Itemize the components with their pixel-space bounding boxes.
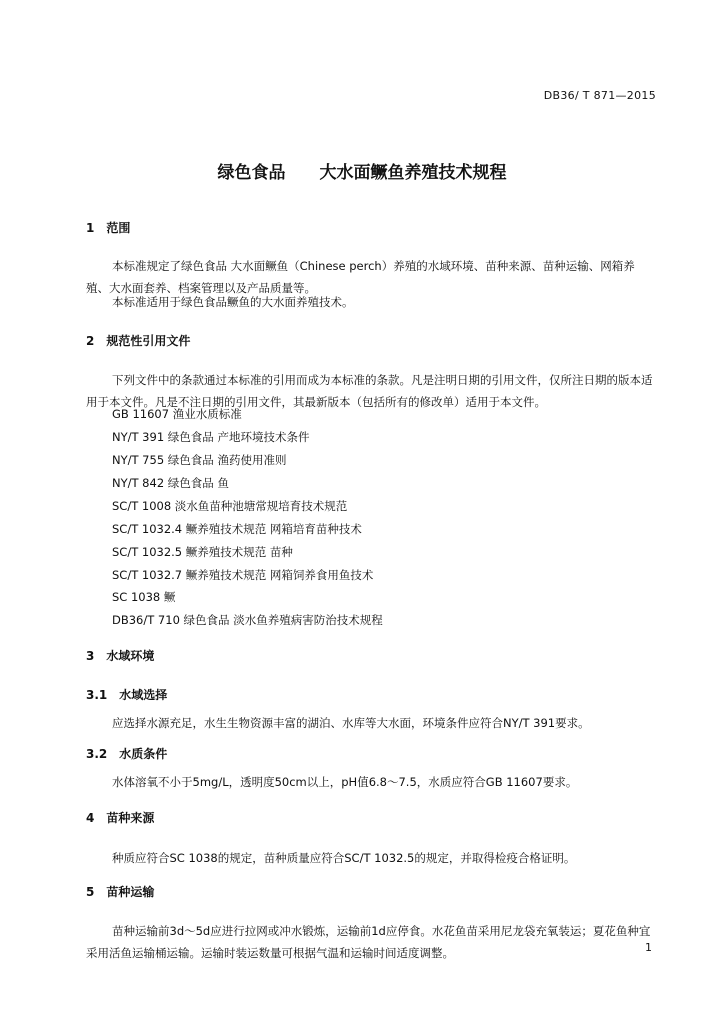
reference-item: DB36/T 710 绿色食品 淡水鱼养殖病害防治技术规程	[112, 613, 383, 627]
reference-item: NY/T 391 绿色食品 产地环境技术条件	[112, 430, 310, 444]
reference-item: SC/T 1032.4 鳜养殖技术规范 网箱培育苗种技术	[112, 522, 362, 536]
section-1-paragraph-2: 本标准适用于绿色食品鳜鱼的大水面养殖技术。	[112, 295, 354, 309]
section-3-1-paragraph: 应选择水源充足，水生生物资源丰富的湖泊、水库等大水面，环境条件应符合NY/T 391要求。	[112, 716, 590, 730]
section-4-paragraph-1: 种质应符合SC 1038的规定，苗种质量应符合SC/T 1032.5的规定，并取得检疫合格证明。	[112, 851, 576, 865]
section-5-heading: 5 苗种运输	[86, 885, 155, 899]
document-title: 绿色食品 大水面鳜鱼养殖技术规程	[217, 163, 507, 183]
section-3-2-paragraph: 水体溶氧不小于5mg/L，透明度50cm以上，pH值6.8～7.5，水质应符合GB 11607要求。	[112, 775, 578, 789]
section-1-paragraph-1: 本标准规定了绿色食品 大水面鳜鱼（Chinese perch）养殖的水域环境、苗种来源、苗种运输、网箱养殖、大水面套养、档案管理以及产品质量等。	[86, 259, 635, 295]
section-3-heading: 3 水域环境	[86, 649, 155, 663]
section-1-heading: 1 范围	[86, 221, 131, 235]
section-5-paragraph-1: 苗种运输前3d～5d应进行拉网或冲水锻炼，运输前1d应停食。水花鱼苗采用尼龙袋充氧装运；夏花鱼种宜采用活鱼运输桶运输。运输时装运数量可根据气温和运输时间适度调整。	[86, 924, 651, 960]
document-code: DB36/ T 871—2015	[543, 89, 656, 102]
page-number: 1	[645, 941, 652, 954]
reference-item: SC 1038 鳜	[112, 590, 176, 604]
reference-item: GB 11607 渔业水质标准	[112, 407, 242, 421]
section-3-2-heading: 3.2 水质条件	[86, 747, 168, 761]
reference-item: SC/T 1008 淡水鱼苗种池塘常规培育技术规范	[112, 499, 348, 513]
section-2-heading: 2 规范性引用文件	[86, 334, 191, 348]
reference-item: SC/T 1032.5 鳜养殖技术规范 苗种	[112, 545, 293, 559]
section-2-paragraph-1: 下列文件中的条款通过本标准的引用而成为本标准的条款。凡是注明日期的引用文件，仅所注日期的版本适用于本文件。凡是不注日期的引用文件，其最新版本（包括所有的修改单）适用于本文件。	[86, 373, 653, 409]
reference-item: NY/T 842 绿色食品 鱼	[112, 476, 229, 490]
reference-item: NY/T 755 绿色食品 渔药使用准则	[112, 453, 287, 467]
section-4-heading: 4 苗种来源	[86, 811, 155, 825]
reference-item: SC/T 1032.7 鳜养殖技术规范 网箱饲养食用鱼技术	[112, 568, 374, 582]
section-3-1-heading: 3.1 水域选择	[86, 688, 168, 702]
